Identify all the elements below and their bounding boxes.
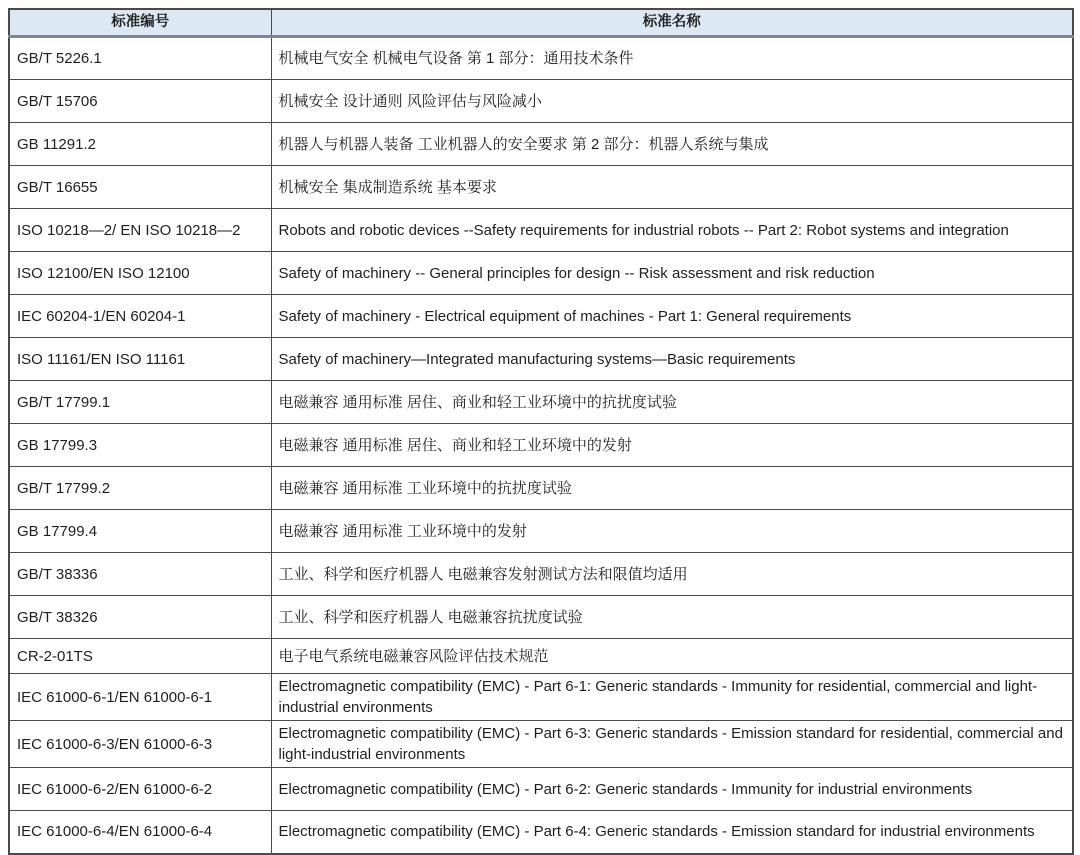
standard-code-cell: IEC 61000-6-3/EN 61000-6-3 — [9, 721, 271, 768]
standard-code-cell: IEC 60204-1/EN 60204-1 — [9, 295, 271, 338]
standard-code-cell: GB/T 17799.1 — [9, 381, 271, 424]
standard-code-cell: GB/T 15706 — [9, 80, 271, 123]
standard-name-cell: 电磁兼容 通用标准 居住、商业和轻工业环境中的发射 — [271, 424, 1073, 467]
table-row — [9, 80, 1073, 123]
standard-name-cell: Electromagnetic compatibility (EMC) - Part 6-2: Generic standards - Immunity for industrial environments — [271, 768, 1073, 811]
table-row — [9, 510, 1073, 553]
standard-code-cell: IEC 61000-6-2/EN 61000-6-2 — [9, 768, 271, 811]
table-row — [9, 811, 1073, 854]
standard-code-cell: GB/T 16655 — [9, 166, 271, 209]
standard-name-cell: 工业、科学和医疗机器人 电磁兼容发射测试方法和限值均适用 — [271, 553, 1073, 596]
header-standard-code: 标准编号 — [9, 9, 271, 37]
table-row — [9, 295, 1073, 338]
standard-code-cell: ISO 12100/EN ISO 12100 — [9, 252, 271, 295]
standard-code-cell: GB/T 38326 — [9, 596, 271, 639]
standard-name-cell: 机械安全 集成制造系统 基本要求 — [271, 166, 1073, 209]
table-row — [9, 768, 1073, 811]
standard-name-cell: Safety of machinery - Electrical equipment of machines - Part 1: General requirements — [271, 295, 1073, 338]
standard-code-cell: GB 17799.4 — [9, 510, 271, 553]
standard-name-cell: Electromagnetic compatibility (EMC) - Part 6-1: Generic standards - Immunity for residential, commercial and light-industrial environments — [271, 674, 1073, 721]
standard-code-cell: GB 17799.3 — [9, 424, 271, 467]
table-row — [9, 252, 1073, 295]
standard-name-cell: Electromagnetic compatibility (EMC) - Part 6-4: Generic standards - Emission standard for industrial environments — [271, 811, 1073, 854]
header-standard-name: 标准名称 — [271, 9, 1073, 37]
table-row — [9, 209, 1073, 252]
standard-name-cell: 电子电气系统电磁兼容风险评估技术规范 — [271, 639, 1073, 674]
standard-code-cell: GB/T 17799.2 — [9, 467, 271, 510]
standard-name-cell: 机械安全 设计通则 风险评估与风险减小 — [271, 80, 1073, 123]
table-row — [9, 123, 1073, 166]
table-row — [9, 166, 1073, 209]
table-row — [9, 596, 1073, 639]
standard-code-cell: ISO 11161/EN ISO 11161 — [9, 338, 271, 381]
table-row — [9, 37, 1073, 80]
standard-name-cell: Robots and robotic devices --Safety requirements for industrial robots -- Part 2: Robot systems and integration — [271, 209, 1073, 252]
standard-code-cell: GB 11291.2 — [9, 123, 271, 166]
standard-name-cell: 电磁兼容 通用标准 居住、商业和轻工业环境中的抗扰度试验 — [271, 381, 1073, 424]
standard-name-cell: Safety of machinery -- General principles for design -- Risk assessment and risk reduction — [271, 252, 1073, 295]
table-header-row — [9, 9, 1073, 37]
table-row — [9, 338, 1073, 381]
standard-code-cell: IEC 61000-6-1/EN 61000-6-1 — [9, 674, 271, 721]
standard-name-cell: 电磁兼容 通用标准 工业环境中的抗扰度试验 — [271, 467, 1073, 510]
standard-code-cell: ISO 10218—2/ EN ISO 10218—2 — [9, 209, 271, 252]
table-row — [9, 467, 1073, 510]
table-row — [9, 381, 1073, 424]
standard-code-cell: CR-2-01TS — [9, 639, 271, 674]
table-row — [9, 553, 1073, 596]
standard-code-cell: GB/T 38336 — [9, 553, 271, 596]
standard-name-cell: 机械电气安全 机械电气设备 第 1 部分：通用技术条件 — [271, 37, 1073, 80]
table-row — [9, 721, 1073, 768]
table-row — [9, 674, 1073, 721]
standard-code-cell: IEC 61000-6-4/EN 61000-6-4 — [9, 811, 271, 854]
standards-table — [8, 8, 1074, 855]
table-row — [9, 424, 1073, 467]
standard-name-cell: 工业、科学和医疗机器人 电磁兼容抗扰度试验 — [271, 596, 1073, 639]
table-row — [9, 639, 1073, 674]
standard-name-cell: Electromagnetic compatibility (EMC) - Part 6-3: Generic standards - Emission standard for residential, commercial and light-industrial environments — [271, 721, 1073, 768]
standard-name-cell: 机器人与机器人装备 工业机器人的安全要求 第 2 部分：机器人系统与集成 — [271, 123, 1073, 166]
standard-name-cell: Safety of machinery—Integrated manufacturing systems—Basic requirements — [271, 338, 1073, 381]
standard-code-cell: GB/T 5226.1 — [9, 37, 271, 80]
standard-name-cell: 电磁兼容 通用标准 工业环境中的发射 — [271, 510, 1073, 553]
